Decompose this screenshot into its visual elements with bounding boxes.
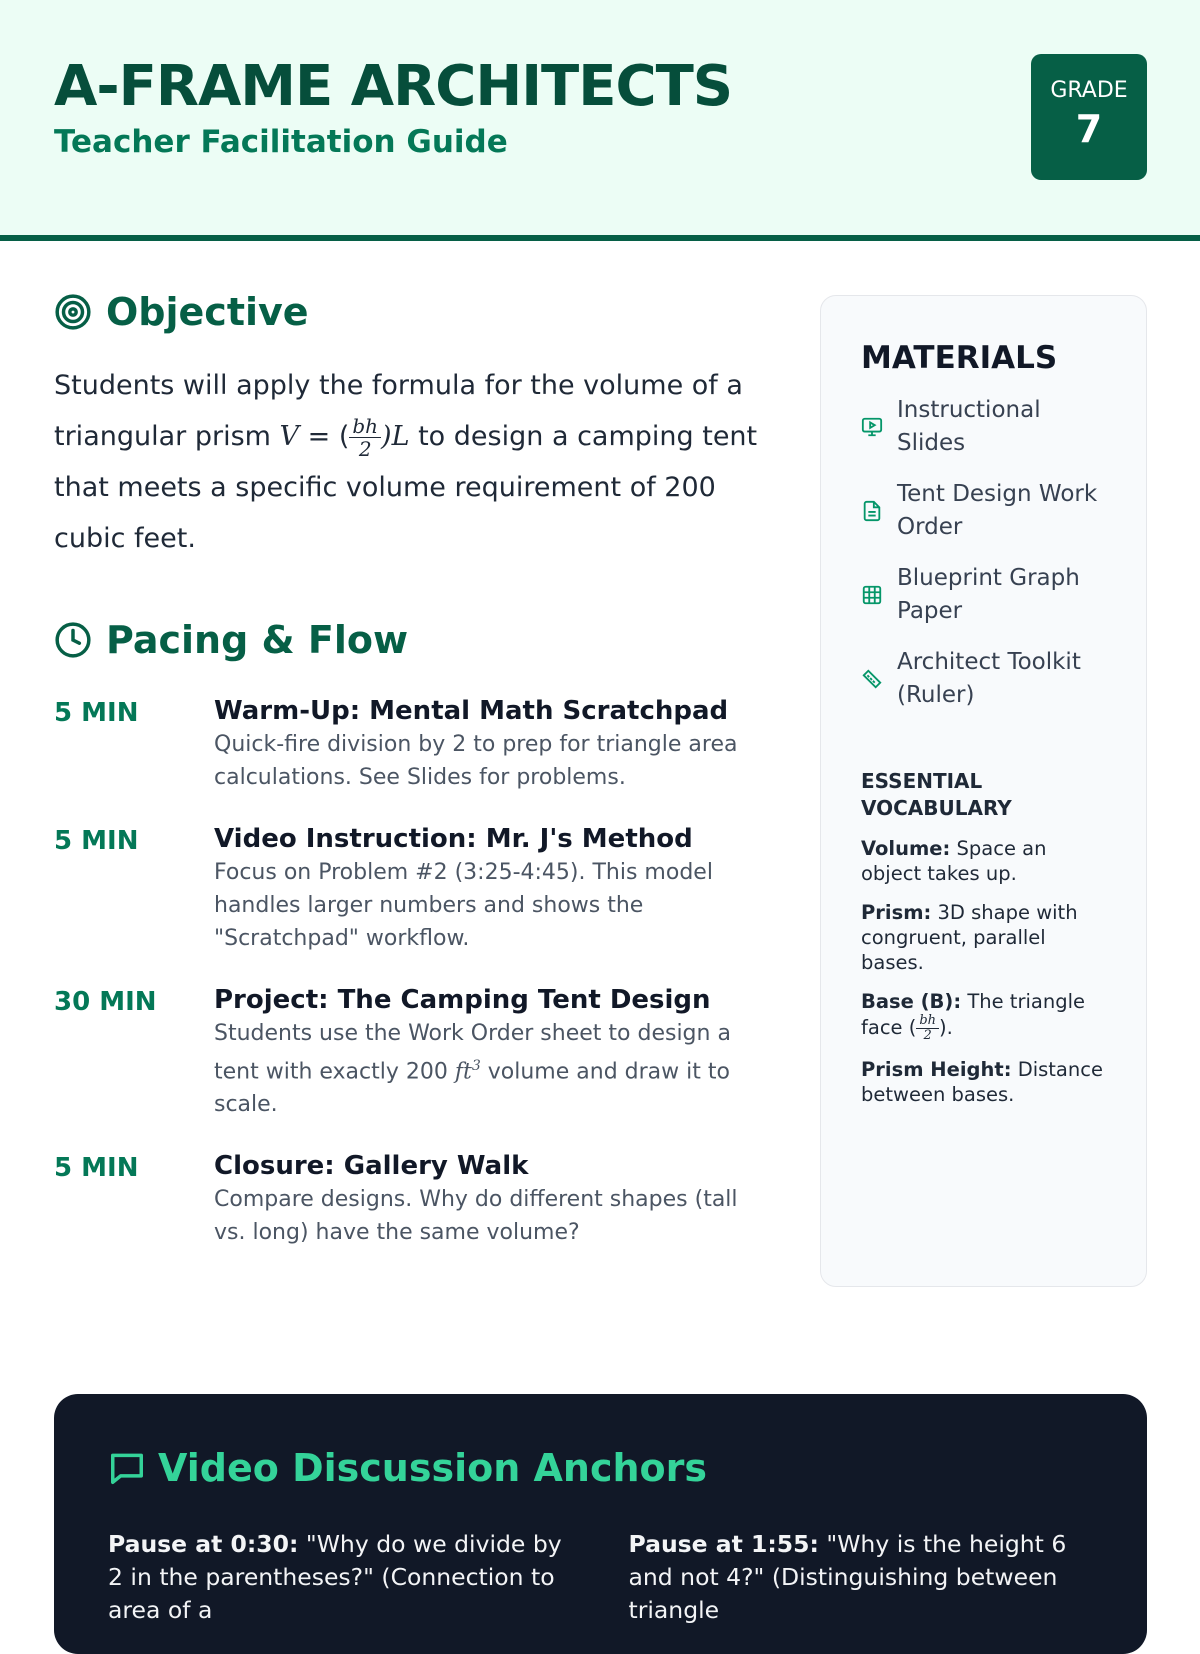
vocab-item xyxy=(861,1057,1106,1107)
material-label: Blueprint Graph Paper xyxy=(897,565,1080,624)
material-item xyxy=(861,646,1106,712)
vocab-fraction xyxy=(916,1014,939,1043)
pacing-desc: Quick-fire division by 2 to prep for triangle area calculations. See Slides for problems. xyxy=(214,732,738,790)
pacing-time: 5 MIN xyxy=(54,698,139,728)
formula-den: 2 xyxy=(358,437,372,461)
materials-heading: MATERIALS xyxy=(861,340,1058,376)
pacing-list xyxy=(54,696,774,1249)
vocab-item xyxy=(861,989,1106,1043)
pacing-item xyxy=(54,696,774,794)
pacing-title: Closure: Gallery Walk xyxy=(214,1151,529,1182)
target-icon xyxy=(54,293,92,331)
presentation-icon xyxy=(861,416,883,438)
grade-label: GRADE xyxy=(1050,78,1128,103)
pacing-heading-text: Pacing & Flow xyxy=(106,618,409,662)
pacing-item xyxy=(54,985,774,1121)
materials-panel xyxy=(820,295,1147,1287)
vocab-item xyxy=(861,836,1106,886)
vocabulary-heading: ESSENTIAL VOCABULARY xyxy=(861,769,1012,820)
grid-icon xyxy=(861,584,883,606)
objective-text xyxy=(54,360,774,564)
pacing-desc-math: ft xyxy=(454,1059,472,1085)
pacing-title: Video Instruction: Mr. J's Method xyxy=(214,824,693,854)
grade-badge xyxy=(1031,54,1147,180)
vocab-def: Distance between bases. xyxy=(861,1058,1103,1106)
material-item xyxy=(861,478,1106,544)
anchors-heading-text: Video Discussion Anchors xyxy=(158,1446,707,1490)
anchor-label: Pause at 1:55: xyxy=(628,1530,819,1558)
material-item xyxy=(861,394,1106,460)
pacing-desc: Compare designs. Why do different shapes (tall vs. long) have the same volume? xyxy=(214,1187,738,1246)
anchor-item xyxy=(108,1528,573,1627)
pacing-desc: Focus on Problem #2 (3:25-4:45). This model handles larger numbers and shows the "Scratchpad" workflow. xyxy=(214,860,713,951)
vocab-item xyxy=(861,900,1106,975)
vocab-def: The triangle face ( xyxy=(861,990,1085,1039)
grade-value: 7 xyxy=(1075,107,1103,151)
vocab-term: Prism Height: xyxy=(861,1058,1012,1081)
pacing-desc-after: volume and draw it to scale. xyxy=(214,1059,730,1118)
ruler-icon xyxy=(861,668,883,690)
pacing-desc xyxy=(214,1017,774,1121)
vocab-den: 2 xyxy=(923,1028,932,1043)
vocab-term: Volume: xyxy=(861,837,951,860)
pacing-title: Warm-Up: Mental Math Scratchpad xyxy=(214,696,729,726)
pacing-time: 5 MIN xyxy=(54,826,139,856)
anchor-text: "Why do we divide by 2 in the parentheses?" (Connection to area of a xyxy=(108,1530,562,1624)
clock-icon xyxy=(54,621,92,659)
vocab-term: Prism: xyxy=(861,901,932,924)
anchor-label: Pause at 0:30: xyxy=(108,1530,299,1558)
anchor-text: "Why is the height 6 and not 4?" (Distinguishing between triangle xyxy=(628,1530,1067,1624)
discussion-anchors-card xyxy=(54,1394,1147,1654)
material-label: Architect Toolkit (Ruler) xyxy=(897,649,1081,708)
page-subtitle: Teacher Facilitation Guide xyxy=(54,124,508,160)
pacing-desc-sup: 3 xyxy=(471,1058,481,1074)
main-column xyxy=(54,290,774,1279)
pacing-desc-before: Students use the Work Order sheet to design a tent with exactly 200 xyxy=(214,1021,731,1085)
chat-bubble-icon xyxy=(108,1449,146,1487)
formula-eq: = ( xyxy=(299,421,350,452)
objective-text-before: Students will apply the formula for the volume of a triangular prism xyxy=(54,370,743,452)
material-label: Instructional Slides xyxy=(897,397,1041,456)
formula-fraction xyxy=(349,415,381,460)
formula-rhs: )L xyxy=(381,421,410,452)
vocab-def: 3D shape with congruent, parallel bases. xyxy=(861,901,1078,974)
objective-heading-text: Objective xyxy=(106,290,309,334)
pacing-heading xyxy=(54,618,774,662)
objective-text-after: to design a camping tent that meets a specific volume requirement of 200 cubic feet. xyxy=(54,421,758,554)
material-label: Tent Design Work Order xyxy=(897,481,1098,540)
vocab-def-end: ). xyxy=(939,1016,953,1039)
pacing-time: 5 MIN xyxy=(54,1153,139,1184)
vocab-term: Base (B): xyxy=(861,990,962,1013)
header xyxy=(0,0,1200,241)
document-icon xyxy=(861,500,883,522)
pacing-time: 30 MIN xyxy=(54,987,157,1017)
vocab-num: bh xyxy=(916,1014,939,1029)
page-title: A-FRAME ARCHITECTS xyxy=(54,54,733,119)
formula-lhs: V xyxy=(279,421,300,452)
objective-heading xyxy=(54,290,774,334)
pacing-item xyxy=(54,824,774,955)
pacing-title: Project: The Camping Tent Design xyxy=(214,985,711,1015)
pacing-item xyxy=(54,1151,774,1249)
formula-num: bh xyxy=(349,415,381,438)
anchors-heading xyxy=(108,1446,1093,1490)
vocab-def: Space an object takes up. xyxy=(861,837,1047,885)
material-item xyxy=(861,562,1106,628)
anchor-item xyxy=(629,1528,1094,1627)
